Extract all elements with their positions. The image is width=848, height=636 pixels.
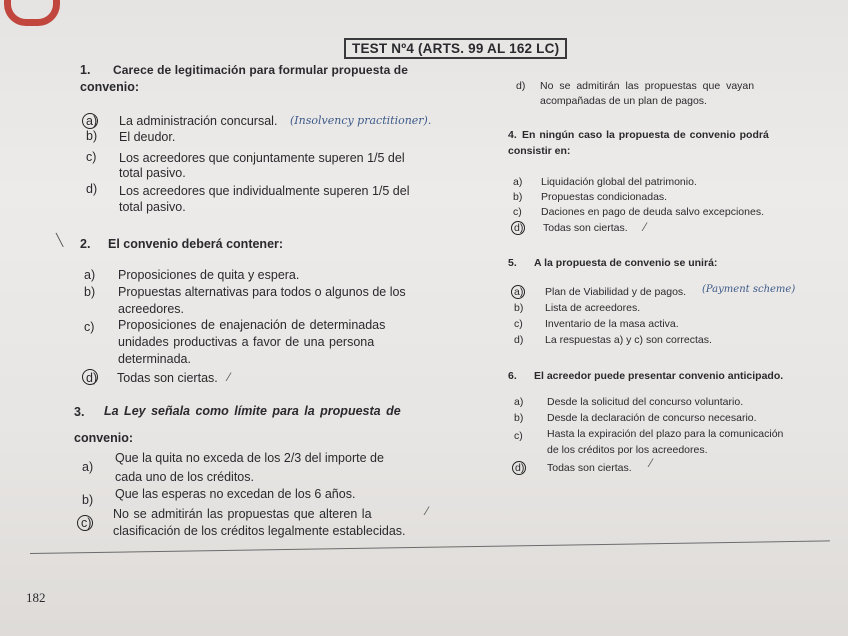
page-title: TEST Nº4 (ARTS. 99 AL 162 LC) — [344, 38, 567, 59]
option-label: a) — [513, 176, 523, 188]
option-text: acompañadas de un plan de pagos. — [540, 95, 707, 107]
option-label: c) — [81, 516, 92, 530]
option-text: Que la quita no exceda de los 2/3 del importe de — [115, 451, 384, 465]
option-text: Todas son ciertas. — [543, 222, 628, 234]
question-text: El acreedor puede presentar convenio anticipado. — [534, 370, 784, 382]
handwritten-note: (Insolvency practitioner). — [290, 114, 432, 127]
option-text: Proposiciones de enajenación de determinadas — [118, 318, 386, 332]
option-text: determinada. — [118, 352, 191, 366]
check-mark: ⁄ — [650, 456, 653, 470]
option-label: d) — [86, 371, 98, 385]
option-text: Desde la declaración de concurso necesario. — [547, 412, 757, 424]
option-text: No se admitirán las propuestas que vayan — [540, 80, 755, 92]
option-text: Los acreedores que conjuntamente superen 1/5 del — [119, 151, 405, 165]
option-label: a) — [86, 114, 98, 128]
option-label: a) — [514, 286, 524, 298]
footer-rule — [30, 540, 830, 554]
option-label: a) — [82, 460, 94, 474]
binder-ring — [4, 0, 60, 26]
option-label: b) — [514, 302, 524, 314]
option-label: d) — [514, 334, 524, 346]
question-number: 3. — [74, 405, 85, 419]
option-text: Propuestas alternativas para todos o algunos de los — [118, 285, 406, 299]
option-label: c) — [513, 206, 522, 218]
option-text: total pasivo. — [119, 200, 186, 214]
question-number: 6. — [508, 370, 517, 382]
question-text: En ningún caso la propuesta de convenio podrá — [522, 129, 769, 141]
option-text: clasificación de los créditos legalmente establecidas. — [113, 524, 406, 538]
check-mark: ⁄ — [644, 220, 647, 234]
option-label: b) — [514, 412, 524, 424]
option-text: Todas son ciertas. — [547, 462, 632, 474]
option-text: Liquidación global del patrimonio. — [541, 176, 697, 188]
option-text: La administración concursal. — [119, 114, 278, 128]
option-text: Desde la solicitud del concurso voluntario. — [547, 396, 744, 408]
option-text: Lista de acreedores. — [545, 302, 641, 314]
option-text: No se admitirán las propuestas que alteren la — [113, 507, 372, 521]
option-text: Hasta la expiración del plazo para la comunicación — [547, 428, 784, 440]
option-label: d) — [86, 182, 98, 196]
check-mark: ⁄ — [426, 504, 429, 518]
option-text: cada uno de los créditos. — [115, 470, 254, 484]
option-text: unidades productivas a favor de una persona — [118, 335, 375, 349]
option-text: total pasivo. — [119, 166, 186, 180]
option-text: Propuestas condicionadas. — [541, 191, 668, 203]
question-number: 5. — [508, 257, 517, 269]
option-label: b) — [84, 285, 96, 299]
option-text: de los créditos por los acreedores. — [547, 444, 708, 456]
question-text: La Ley señala como límite para la propuesta de — [104, 404, 401, 418]
option-label: c) — [514, 430, 523, 442]
question-number: 4. — [508, 129, 517, 141]
option-label: d) — [514, 222, 524, 234]
question-text: Carece de legitimación para formular propuesta de — [113, 63, 408, 77]
check-mark: ⁄ — [228, 370, 231, 384]
option-text: acreedores. — [118, 302, 185, 316]
question-number: 2. — [80, 237, 91, 251]
question-text: consistir en: — [508, 145, 571, 157]
option-label: c) — [514, 318, 523, 330]
option-text: La respuestas a) y c) son correctas. — [545, 334, 712, 346]
option-text: Los acreedores que individualmente superen 1/5 del — [119, 184, 410, 198]
option-label: a) — [84, 268, 96, 282]
option-label: d) — [515, 462, 525, 474]
option-text: Que las esperas no excedan de los 6 años. — [115, 487, 356, 501]
option-label: a) — [514, 396, 524, 408]
option-label: c) — [86, 150, 97, 164]
option-label: b) — [513, 191, 523, 203]
option-text: Todas son ciertas. — [117, 371, 218, 385]
question-number: 1. — [80, 63, 91, 77]
question-text: convenio: — [80, 80, 140, 94]
option-label: b) — [86, 129, 98, 143]
question-text: A la propuesta de convenio se unirá: — [534, 257, 718, 269]
question-text: El convenio deberá contener: — [108, 237, 284, 251]
page-number: 182 — [26, 590, 46, 605]
option-text: Inventario de la masa activa. — [545, 318, 679, 330]
option-label: d) — [516, 80, 526, 92]
option-text: El deudor. — [119, 130, 176, 144]
option-label: c) — [84, 320, 95, 334]
option-text: Daciones en pago de deuda salvo excepciones. — [541, 206, 764, 218]
option-label: b) — [82, 493, 94, 507]
question-text: convenio: — [74, 431, 134, 445]
check-mark: ╲ — [56, 233, 64, 247]
option-text: Proposiciones de quita y espera. — [118, 268, 300, 282]
handwritten-note: (Payment scheme) — [702, 284, 796, 295]
option-text: Plan de Viabilidad y de pagos. — [545, 286, 687, 298]
